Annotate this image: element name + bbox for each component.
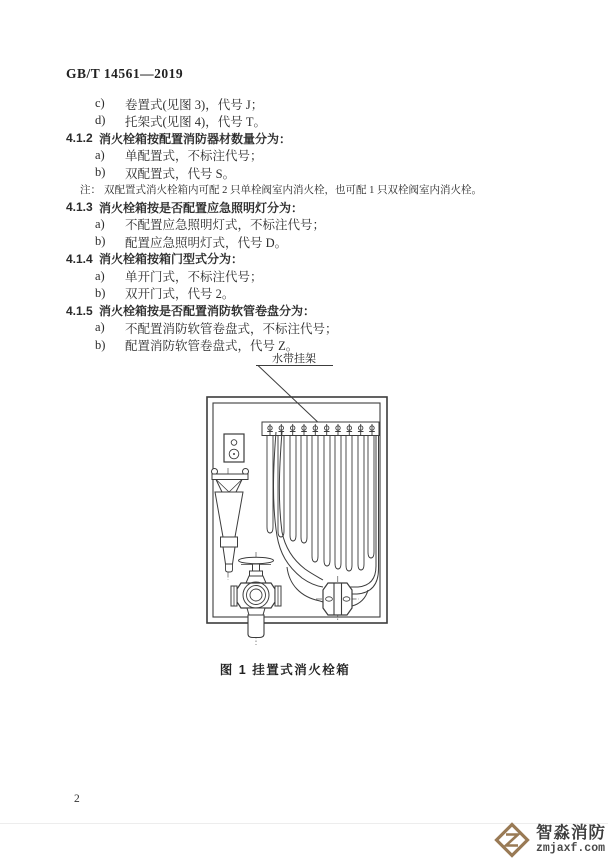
list-item: b) 配置消防软管卷盘式，代号 Z。	[95, 337, 299, 354]
figure-caption: 图 1 挂置式消火栓箱	[219, 663, 351, 677]
clause-heading: 4.1.2 消火栓箱按配置消防器材数量分为：	[66, 131, 292, 146]
nozzle-bracket	[212, 469, 249, 493]
figure-1-drawing	[190, 340, 400, 655]
list-item: d) 托架式(见图 4)，代号 T。	[95, 113, 266, 129]
hydrant-valve	[231, 552, 281, 645]
list-item: b) 配置应急照明灯式，代号 D。	[95, 234, 288, 250]
valve-handwheel	[239, 557, 274, 563]
document-number-header: GB/T 14561—2019	[66, 66, 184, 81]
brand-url: zmjaxf.com	[536, 841, 606, 855]
brand-name: 智淼消防	[536, 824, 606, 843]
site-watermark	[493, 821, 606, 859]
hose-loops	[267, 436, 374, 571]
list-item: b) 双开门式，代号 2。	[95, 285, 235, 302]
button-panel	[224, 434, 244, 462]
hose-drape	[274, 432, 379, 606]
page-number: 2	[74, 793, 80, 805]
supply-pipe	[248, 615, 264, 638]
hose-rack	[262, 422, 379, 436]
callout-hose-rack	[256, 351, 333, 427]
list-item: a) 不配置消防软管卷盘式，不标注代号；	[95, 320, 338, 336]
clause-text-block	[66, 95, 552, 354]
clause-heading: 4.1.4 消火栓箱按箱门型式分为：	[66, 251, 244, 267]
hose-coupling	[316, 576, 359, 622]
list-item: a) 不配置应急照明灯式，不标注代号；	[95, 216, 326, 233]
list-item: c) 卷置式(见图 3)，代号 J；	[95, 96, 264, 112]
list-item: b) 双配置式，代号 S。	[95, 165, 236, 181]
callout-label: 水带挂架	[272, 353, 316, 365]
note-line: 注： 双配置式消火栓箱内可配 2 只单栓阀室内消火栓，也可配 1 只双栓阀室内消火栓。	[80, 185, 482, 197]
clause-heading: 4.1.3 消火栓箱按是否配置应急照明灯分为：	[66, 200, 304, 215]
list-item: a) 单配置式，不标注代号；	[95, 147, 263, 164]
brand-logo-icon	[493, 821, 531, 859]
list-item: a) 单开门式，不标注代号；	[95, 268, 263, 285]
clause-heading: 4.1.5 消火栓箱按是否配置消防软管卷盘分为：	[66, 303, 316, 319]
